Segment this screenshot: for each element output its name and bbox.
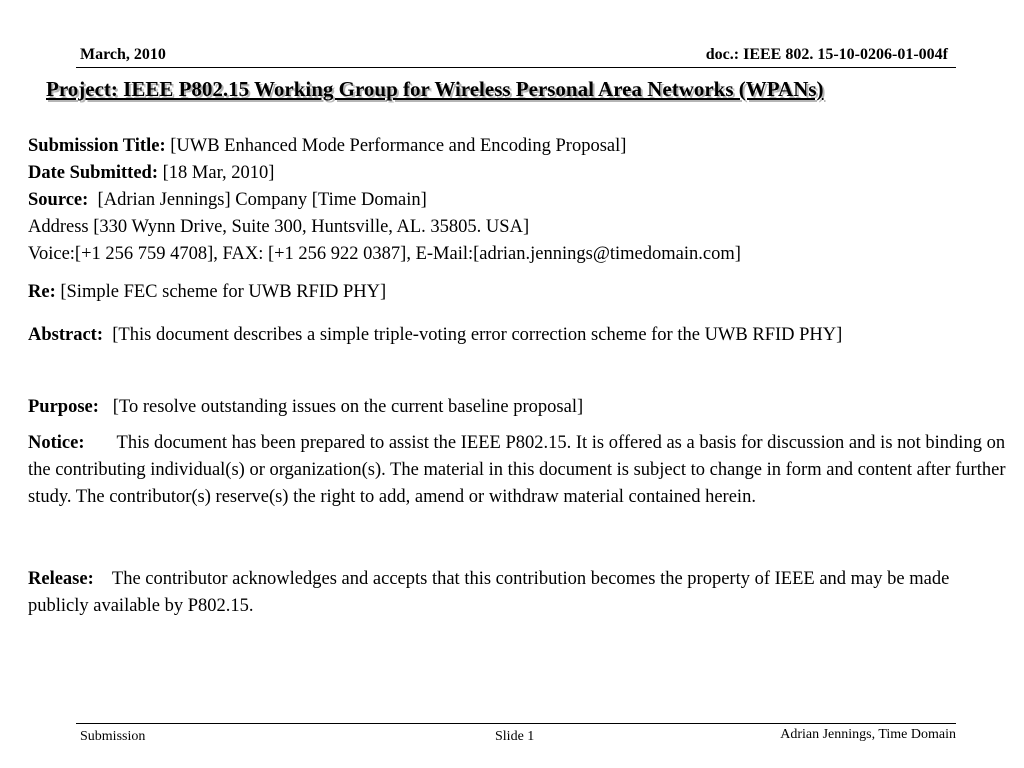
submission-title-value: [UWB Enhanced Mode Performance and Encoding Proposal]: [170, 136, 627, 156]
header-date: March, 2010: [80, 46, 166, 63]
footer-slide-number: Slide 1: [495, 729, 535, 744]
address: Address [330 Wynn Drive, Suite 300, Huntsville, AL. 35805. USA]: [28, 217, 530, 237]
submission-title: [28, 133, 1013, 160]
purpose-value: [To resolve outstanding issues on the current baseline proposal]: [112, 397, 584, 417]
abstract-value: [This document describes a simple triple-voting error correction scheme for the UWB RFID PHY]: [112, 325, 843, 345]
notice-label: Notice:: [28, 433, 85, 453]
re-label: Re:: [28, 282, 56, 302]
notice-value: This document has been prepared to assist the IEEE P802.15. It is offered as a basis for discussion and is not binding on the contributing individual(s) or organization(s). The material in this document is subject to change in form and content after further study. The contributor(s) reserve(s) the right to add, amend or withdraw material contained herein.: [28, 433, 1006, 507]
footer-author: Adrian Jennings, Time Domain: [780, 727, 956, 742]
header-doc-id: doc.: IEEE 802. 15-10-0206-01-004f: [705, 46, 948, 63]
re: [28, 279, 1013, 306]
footer-divider: [76, 723, 956, 724]
abstract: [28, 322, 1013, 349]
date-submitted-label: Date Submitted:: [28, 163, 159, 183]
header-divider: [76, 67, 956, 68]
source: [28, 187, 1013, 214]
release: [28, 566, 1013, 620]
release-label: Release:: [28, 569, 94, 589]
purpose: [28, 394, 1013, 421]
notice: [28, 430, 1013, 511]
source-label: Source:: [28, 190, 89, 210]
voice-fax-email: Voice:[+1 256 759 4708], FAX: [+1 256 922 0387], E-Mail:[adrian.jennings@timedomain.com]: [28, 244, 741, 264]
submission-title-label: Submission Title:: [28, 136, 166, 156]
abstract-label: Abstract:: [28, 325, 104, 345]
release-value: The contributor acknowledges and accepts that this contribution becomes the property of IEEE and may be made publicly available by P802.15.: [28, 569, 950, 616]
footer-submission: Submission: [80, 729, 146, 744]
re-value: [Simple FEC scheme for UWB RFID PHY]: [60, 282, 387, 302]
source-value: [Adrian Jennings] Company [Time Domain]: [97, 190, 427, 210]
purpose-label: Purpose:: [28, 397, 99, 417]
date-submitted-value: [18 Mar, 2010]: [162, 163, 275, 183]
project-title: Project: IEEE P802.15 Working Group for Wireless Personal Area Networks (WPANs): [46, 77, 824, 101]
date-submitted: [28, 160, 1013, 187]
